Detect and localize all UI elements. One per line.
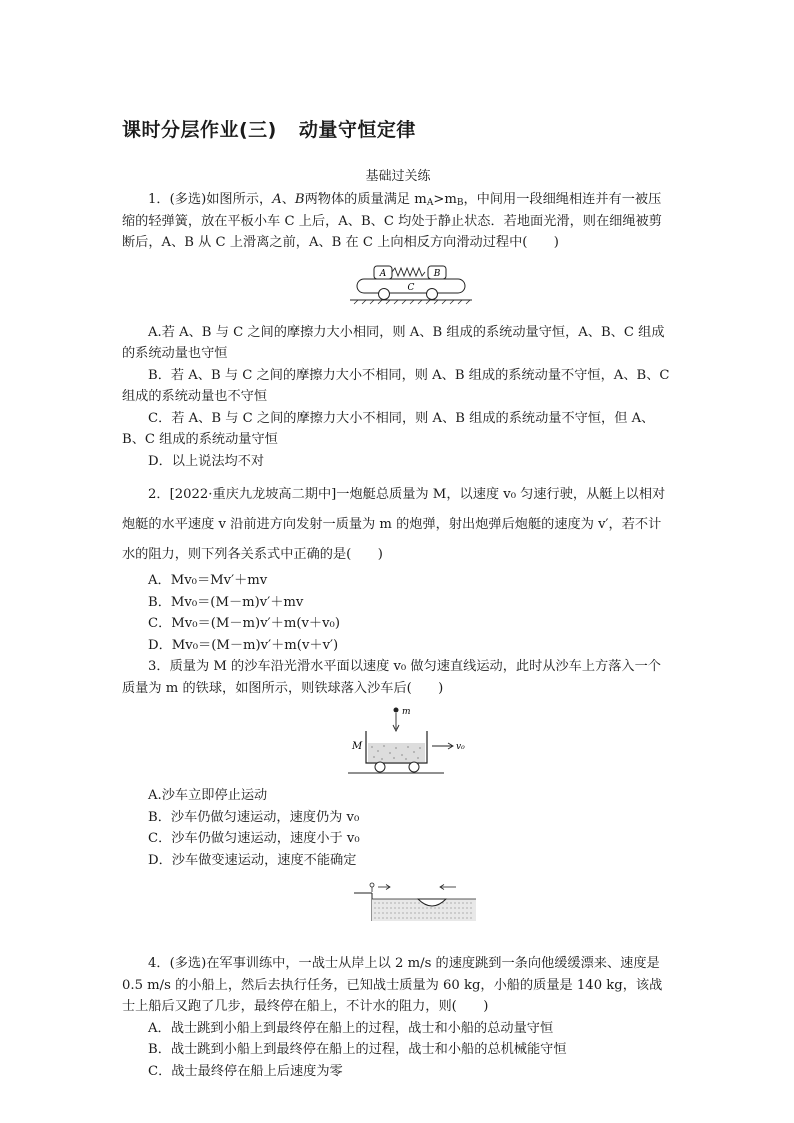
label-M: M xyxy=(352,741,363,752)
q3-option-a: A.沙车立即停止运动 xyxy=(148,788,268,803)
q1-option-d: D．以上说法均不对 xyxy=(148,453,265,469)
question-3-stem: 3．质量为 M 的沙车沿光滑水平面以速度 v₀ 做匀速直线运动，此时从沙车上方落入一个质量为 m 的铁球，如图所示，则铁球落入沙车后( ) xyxy=(122,659,661,696)
q2-option-b: B．Mv₀＝(M－m)v′＋mv xyxy=(148,594,304,610)
label-v0: v₀ xyxy=(456,742,465,752)
figure-boat-soldier xyxy=(122,881,674,929)
label-c: C xyxy=(407,282,415,293)
title-sub: 动量守恒定律 xyxy=(298,119,416,141)
figure-sand-cart xyxy=(122,703,674,783)
q3-option-c: C．沙车仍做匀速运动，速度小于 v₀ xyxy=(148,831,360,846)
section-heading: 基础过关练 xyxy=(365,168,431,184)
cart-diagram xyxy=(122,262,674,308)
page-title xyxy=(122,120,674,142)
label-b: B xyxy=(433,268,441,279)
q2-option-c: C．Mv₀＝(M－m)v′＋m(v＋v₀) xyxy=(148,616,340,631)
q4-option-b: B．战士跳到小船上到最终停在船上的过程，战士和小船的总机械能守恒 xyxy=(148,1042,567,1057)
sand-cart-diagram xyxy=(122,703,674,783)
q2-option-a: A．Mv₀＝Mv′＋mv xyxy=(148,573,268,588)
q1-option-c: C．若 A、B 与 C 之间的摩擦力大小不相同，则 A、B 组成的系统动量不守恒，但 A、B、C 组成的系统动量守恒 xyxy=(122,410,655,447)
q1-option-a: A.若 A、B 与 C 之间的摩擦力大小相同，则 A、B 组成的系统动量守恒，A、B、C 组成的系统动量也守恒 xyxy=(122,324,665,361)
question-4-stem: 4．(多选)在军事训练中，一战士从岸上以 2 m/s 的速度跳到一条向他缓缓漂来、速度是 0.5 m/s 的小船上，然后去执行任务，已知战士质量为 60 kg，小船的质量是 140 kg，该战士上船后又跑了几步，最终停在船上，不计水的阻力，则( ) xyxy=(122,956,663,1014)
question-2-stem: 2．[2022·重庆九龙坡高二期中]一炮艇总质量为 M，以速度 v₀ 匀速行驶，从艇上以相对炮艇的水平速度 v 沿前进方向发射一质量为 m 的炮弹，射出炮弹后炮艇的速度为 v′，若不计水的阻力，则下列各关系式中正确的是( ) xyxy=(122,487,666,562)
label-a: A xyxy=(379,268,387,279)
title-main: 课时分层作业(三) xyxy=(122,119,277,141)
q3-option-d: D．沙车做变速运动，速度不能确定 xyxy=(148,852,357,868)
label-m: m xyxy=(402,707,411,717)
worksheet-page xyxy=(122,120,674,1082)
q4-option-a: A．战士跳到小船上到最终停在船上的过程，战士和小船的总动量守恒 xyxy=(148,1020,554,1036)
q1-option-b: B．若 A、B 与 C 之间的摩擦力大小不相同，则 A、B 组成的系统动量不守恒，A、B、C 组成的系统动量也不守恒 xyxy=(122,367,670,404)
boat-diagram xyxy=(122,881,674,929)
q4-option-c: C．战士最终停在船上后速度为零 xyxy=(148,1063,343,1079)
q2-option-d: D．Mv₀＝(M－m)v′＋m(v＋v′) xyxy=(148,637,339,653)
q3-option-b: B．沙车仍做匀速运动，速度仍为 v₀ xyxy=(148,809,360,825)
question-1-stem: 1．(多选)如图所示，A、B两物体的质量满足 $m_A>m_B$，中间用一段细绳相连并有一被压缩的轻弹簧，放在平板小车 C 上后，A、B、C 均处于静止状态．若地面光滑，则在细绳被剪断后，A、B 从 C 上滑离之前，A、B 在 C 上向相反方向滑动过程中( ) xyxy=(122,192,662,250)
figure-cart-springs xyxy=(122,262,674,308)
